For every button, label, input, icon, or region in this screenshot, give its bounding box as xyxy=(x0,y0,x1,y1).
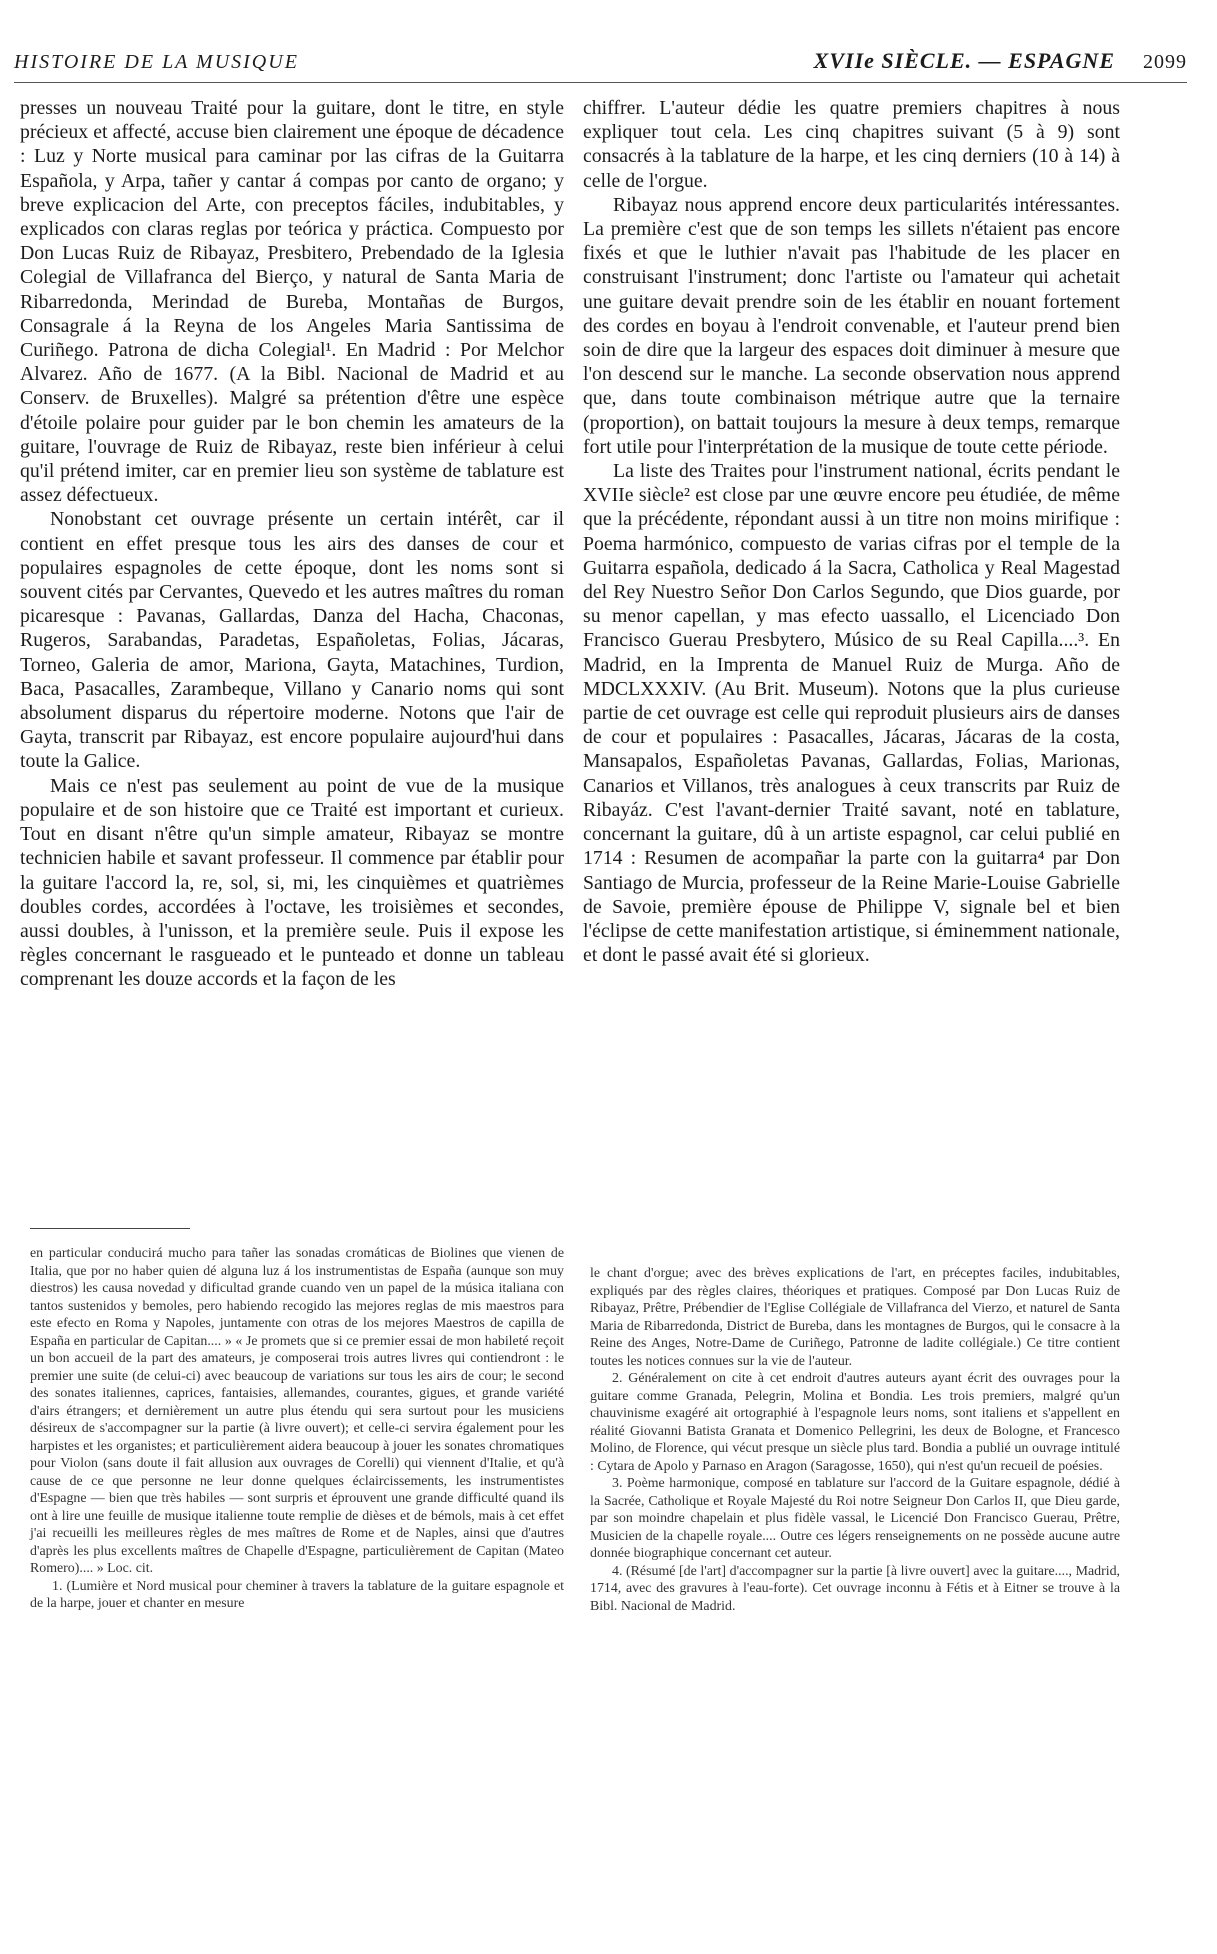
footnote-continuation: en particular conducirá mucho para tañer las sonadas cromáticas de Biolines que vienen de Italia, que por no haber quien dé alguna luz á los instrumentistas de España (aunque son muy diestros) les causa novedad y dificultad grande cuando ven un papel de la música italiana con tantos sustenidos y bemoles, pero habiendo recogido las mejores reglas de mis maestros para este efecto en Roma y Napoles, juntamente con otras de los mejores Maestros de capilla de España en particular de Capitan.... » « Je promets que si ce premier essai de mon habileté reçoit un bon accueil de la part des amateurs, je composerai trois autres livres qui contiendront : le premier une suite (de celui-ci) avec beaucoup de variations sur tous les airs de cour; le second des sonates italiennes, caprices, fantaisies, allemandes, courantes, gigues, et grande variété d'airs étrangers; et dernièrement un autre plus étendu qui sera surtout pour les musiciens désireux de s'accompagner sur la partie (à livre ouvert); et celle-ci servira également pour les harpistes et les organistes; et particulièrement aidera beaucoup à jouer les sonates chromatiques pour Violon (sans doute il fait allusion aux ouvrages de Corelli) qui viennent d'Italie, et qu'à cause de ce que personne ne leur donne quelques éclaircissements, les instrumentistes d'Espagne — bien que très habiles — sont surpris et éprouvent une grande difficulté quand ils ont à lire une feuille de musique italienne toute remplie de dièses et de bémols, mais à cet effet j'ai recueilli les meilleures règles de mes maîtres de Rome et de Naples, ainsi que d'autres d'après les plus excellents maîtres de Chapelle d'Espagne, particulièrement de Capitan (Mateo Romero).... » Loc. cit. xyxy=(30,1246,564,1576)
paragraph: Mais ce n'est pas seulement au point de vue de la musique populaire et de son histoire que ce Traité est important et curieux. Tout en disant n'être qu'un simple amateur, Ribayaz se montre technicien habile et savant professeur. Il commence par établir pour la guitare l'accord la, re, sol, si, mi, les cinquièmes et quatrièmes doubles cordes, accordées à l'octave, les troisièmes et secondes, aussi doubles, à l'unisson, et la première seule. Puis il expose les règles concernant le rasgueado et le punteado et donne un tableau comprenant les douze accords et la façon de les xyxy=(20,774,564,991)
paragraph: Ribayaz nous apprend encore deux particularités intéressantes. La première c'est que de son temps les sillets n'étaient pas encore fixés et que le luthier n'avait pas l'habitude de les placer en construisant l'instrument; donc l'artiste ou l'amateur qui achetait une guitare devait prendre soin de les établir en nouant fortement des cordes en boyau à l'endroit convenable, et l'auteur prend bien soin de dire que la largeur des espaces doit diminuer à mesure que l'on descend sur le manche. La seconde observation nous apprend que, dans toute combinaison métrique autre que la ternaire (proportion), on battait toujours la mesure à deux temps, remarque fort utile pour l'interprétation de la musique de toute cette période. xyxy=(583,193,1120,458)
main-text-right-column xyxy=(583,96,1120,967)
page-number: 2099 xyxy=(1143,51,1187,73)
header-book-title: HISTOIRE DE LA MUSIQUE xyxy=(14,51,299,73)
paragraph: La liste des Traites pour l'instrument national, écrits pendant le XVIIe siècle² est close par une œuvre encore peu étudiée, de même que la précédente, répondant aussi à un titre non moins mirifique : Poema harmónico, compuesto de varias cifras por el temple de la Guitarra española, dedicado á la Sacra, Catholica y Real Magestad del Rey Nuestro Señor Don Carlos Segundo, que Dios guarde, por su menor capellan, y mas efecto uassallo, el Licenciado Don Francisco Guerau Presbytero, Músico de su Real Capilla....³. En Madrid, en la Imprenta de Manuel Ruiz de Murga. Año de MDCLXXXIV. (Au Brit. Museum). Notons que la plus curieuse partie de cet ouvrage est celle qui reproduit plusieurs airs de danses de cour et populaires : Pasacalles, Jácaras, Jácaras de la costa, Mansapalos, Españoletas Pavanas, Gallardas, Folias, Marionas, Canarios et Villanos, très analogues à ceux transcrits par Ruiz de Ribayáz. C'est l'avant-dernier Traité savant, noté en tablature, concernant la guitare, dû à un artiste espagnol, car celui publié en 1714 : Resumen de acompañar la parte con la guitarra⁴ par Don Santiago de Murcia, professeur de la Reine Marie-Louise Gabrielle de Savoie, première épouse de Philippe V, signale bel et bien l'éclipse de cette manifestation artistique, si éminemment nationale, et dont le passé avait été si glorieux. xyxy=(583,460,1120,967)
paragraph: presses un nouveau Traité pour la guitare, dont le titre, en style précieux et affecté, accuse bien clairement une époque de décadence : Luz y Norte musical para caminar por las cifras de la Guitarra Española, y Arpa, tañer y cantar á compas por canto de organo; y breve explicacion del Arte, con preceptos fáciles, indubitables, y explicados con claras reglas por teórica y práctica. Compuesto por Don Lucas Ruiz de Ribayaz, Presbitero, Prebendado de la Iglesia Colegial de Villafranca del Bierço, y natural de Santa Maria de Ribarredonda, Merindad de Bureba, Montañas de Burgos, Consagrale á la Reyna de los Angeles Maria Santissima de Curiñego. Patrona de dicha Colegial¹. En Madrid : Por Melchor Alvarez. Año de 1677. (A la Bibl. Nacional de Madrid et au Conserv. de Bruxelles). Malgré sa prétention d'être une espèce d'étoile polaire pour guider par le bon chemin les amateurs de la guitare, l'ouvrage de Ruiz de Ribayaz, reste bien inférieur à celui qu'il prétend imiter, car en premier lieu son système de tablature est assez défectueux. xyxy=(20,97,564,507)
footnotes-right-column xyxy=(590,1265,1120,1615)
footnote-separator-rule xyxy=(30,1228,190,1229)
paragraph: Nonobstant cet ouvrage présente un certain intérêt, car il contient en effet presque tous les airs des danses de cour et populaires espagnoles de cette époque, dont les noms sont si souvent cités par Cervantes, Quevedo et les autres maîtres du roman picaresque : Pavanas, Gallardas, Danza del Hacha, Chaconas, Rugeros, Sarabandas, Paradetas, Españoletas, Folias, Jácaras, Torneo, Galeria de amor, Mariona, Gayta, Matachines, Turdion, Baca, Pasacalles, Zarambeque, Villano y Canario noms qui sont absolument disparus du répertoire moderne. Notons que l'air de Gayta, transcrit par Ribayaz, est encore populaire aujourd'hui dans toute la Galice. xyxy=(20,508,564,773)
footnote-1-continuation: le chant d'orgue; avec des brèves explications de l'art, en préceptes faciles, indubitables, expliqués par des règles claires, théoriques et pratiques. Composé par Don Lucas Ruiz de Ribayaz, Prêtre, Prébendier de l'Eglise Collégiale de Villafranca del Vierzo, et naturel de Santa Maria de Ribarredonda, District de Bureba, dans les montagnes de Burgos, qui le consacre à la Reine des Anges, Notre-Dame de Curiñego, Patronne de ladite collégiale.) Ce titre contient toutes les notices connues sur la vie de l'auteur. xyxy=(590,1266,1120,1369)
paragraph: chiffrer. L'auteur dédie les quatre premiers chapitres à nous expliquer tout cela. Les cinq chapitres suivant (5 à 9) sont consacrés à la tablature de la harpe, et les cinq derniers (10 à 14) à celle de l'orgue. xyxy=(583,97,1120,192)
header-right-group xyxy=(814,48,1187,74)
footnote-4: 4. (Résumé [de l'art] d'accompagner sur la partie [à livre ouvert] avec la guitare...., Madrid, 1714, avec des gravures à l'eau-forte). Cet ouvrage inconnu à Fétis et à Eitner se trouve à la Bibl. Nacional de Madrid. xyxy=(590,1563,1120,1614)
main-text-left-column xyxy=(20,96,564,992)
footnote-3: 3. Poème harmonique, composé en tablature sur l'accord de la Guitare espagnole, dédié à la Sacrée, Catholique et Royale Majesté du Roi notre Seigneur Don Carlos II, que Dieu garde, par son moindre chapelain et plus fidèle vassal, le Licencié Don Francisco Guerau, Prêtre, Musicien de la chapelle royale.... Outre ces légers renseignements on ne possède aucune autre donnée biographique concernant cet auteur. xyxy=(590,1476,1120,1561)
footnote-1: 1. (Lumière et Nord musical pour cheminer à travers la tablature de la guitare espagnole et de la harpe, jouer et chanter en mesure xyxy=(30,1578,564,1611)
footnotes-left-column xyxy=(30,1245,564,1613)
footnote-2: 2. Généralement on cite à cet endroit d'autres auteurs ayant écrit des ouvrages pour la guitare comme Granada, Pelegrin, Molina et Bondia. Les trois premiers, malgré qu'un chauvinisme exagéré ait ortographié à l'espagnole leurs noms, sont italiens et s'appellent en réalité Giovanni Batista Granata et Domenico Pellegrini, les deux de Bologne, et Francesco Molino, de Florence, qui vécut presque un siècle plus tard. Bondia a publié un ouvrage intitulé : Cytara de Apolo y Parnaso en Aragon (Saragosse, 1650), qui n'est qu'un recueil de poésies. xyxy=(590,1371,1120,1474)
header-chapter-title: XVIIe SIÈCLE. — ESPAGNE xyxy=(813,48,1115,73)
running-header xyxy=(14,48,1187,83)
